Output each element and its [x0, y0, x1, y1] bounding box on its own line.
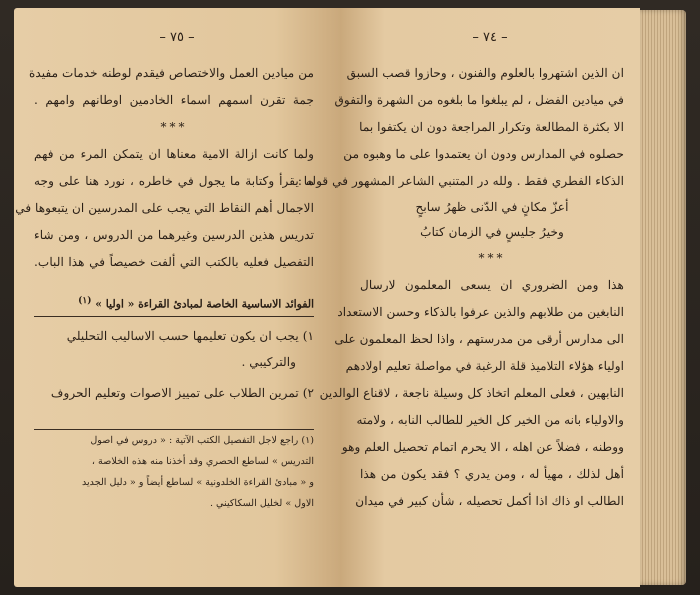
left-page [14, 8, 340, 587]
text-line: أهل لذلك ، مهيأ له ، ومن يدري ؟ فقد يكون من هذا [360, 467, 624, 481]
text-line: الطالب او ذاك اذا أكمل تحصيله ، شأن كبير في ميدان [355, 494, 624, 508]
text-line: التفصيل فعليه بالكتب التي ألفت خصيصاً في هذا الباب. [34, 255, 314, 269]
footnote-mark: (١) [78, 296, 92, 306]
poem-verse [360, 195, 624, 245]
text-line: الاجمال أهم النقاط التي يجب على المدرسين ان يتبعوها في [15, 201, 314, 215]
list-item: ٢) تمرين الطلاب على تمييز الاصوات وتعليم الحروف [50, 385, 314, 400]
left-paragraph-2 [15, 141, 314, 276]
verse-line: وخيرُ جليسٍ في الزمان كتابُ [420, 225, 564, 239]
page-number-right: – ٧٤ – [472, 30, 508, 45]
text-line: هذا ومن الضروري ان يسعى المعلمون لارسال [360, 278, 624, 292]
footnote-line: الاول » لخليل السكاكيني . [209, 497, 314, 509]
text-line: في ميادين الفضل ، لم يبلغوا ما بلغوه من الشهرة والتفوق [334, 93, 624, 107]
text-line: جمة تقرن اسمهم اسماء الخادمين اوطانهم وامهم . [34, 93, 314, 107]
right-page [297, 8, 640, 587]
right-paragraph-1 [297, 60, 624, 195]
footnote-line: التدريس » لساطع الحصري وقد أخذنا منه هذه الخلاصة ، [91, 455, 314, 467]
text-line: والاولياء بانه من الخير كل الخير للطالب النابه ، ولامته [356, 413, 624, 427]
right-paragraph-2 [319, 272, 624, 515]
text-line: تدريس هذين الدرسين وغيرهما من الدروس ، ومن شاء [34, 228, 314, 242]
left-paragraph-1 [29, 60, 314, 114]
text-line: النابهين ، فعلى المعلم اتخاذ كل وسيلة ناجعة ، لاقناع الوالدين [319, 386, 624, 400]
text-line: حصلوه في المدارس ودون ان يعتمدوا على ما وهبوه من [343, 147, 624, 161]
text-line: الا بكثرة المطالعة وتكرار المراجعة دون ان يكتفوا بما [359, 120, 624, 134]
list-item: ١) يجب ان يكون تعليمها حسب الاساليب التحليلي [66, 328, 314, 343]
text-line: اولياء هؤلاء التلاميذ قلة الرغبة في مواصلة تعليم اولادهم [345, 359, 624, 373]
text-line: من ميادين العمل والاختصاص فيقدم لوطنه خدمات مفيدة [29, 66, 314, 80]
text-line: ما يقرأ وكتابة ما يجول في خاطره ، نورد هنا على وجه [34, 174, 314, 188]
text-line: الذكاء الفطري فقط . ولله در المتنبي الشاعر المشهور في قوله : [297, 174, 624, 188]
footnotes [34, 430, 314, 514]
section-separator: *** [160, 120, 188, 134]
page-edges [640, 10, 686, 585]
verse-line: أعزّ مكانٍ في الدّنى ظهرُ سابحٍ [415, 200, 569, 214]
text-line: ولما كانت ازالة الامية معناها ان يتمكن المرء من فهم [34, 147, 314, 161]
list-item-continuation: والتركيبي . [241, 354, 296, 369]
footnote-line: و « مبادئ القراءة الخلدونية » لساطع أيضاً و « دليل الجديد [81, 476, 314, 488]
page-number-left: – ٧٥ – [159, 30, 195, 45]
text-line: ان الذين اشتهروا بالعلوم والفنون ، وحازوا قصب السبق [346, 66, 624, 80]
text-line: النابغين من طلابهم والذين عرفوا بالذكاء وحسن الاستعداد [337, 305, 624, 319]
section-heading-text: الفوائد الاساسية الخاصة لمبادئ القراءة « اوليا » [95, 297, 314, 311]
text-line: ووطنه ، فضلاً عن اهله ، الا يحرم اتمام تحصيل العلم وهو [341, 440, 624, 454]
text-line: الى مدارس أرقى من مدرستهم ، واذا لحظ المعلمون على [334, 332, 624, 346]
section-separator: *** [478, 251, 506, 265]
section-heading [34, 290, 314, 317]
footnote-line: (١) راجع لاجل التفصيل الكتب الآتية : « دروس في اصول [90, 434, 314, 446]
